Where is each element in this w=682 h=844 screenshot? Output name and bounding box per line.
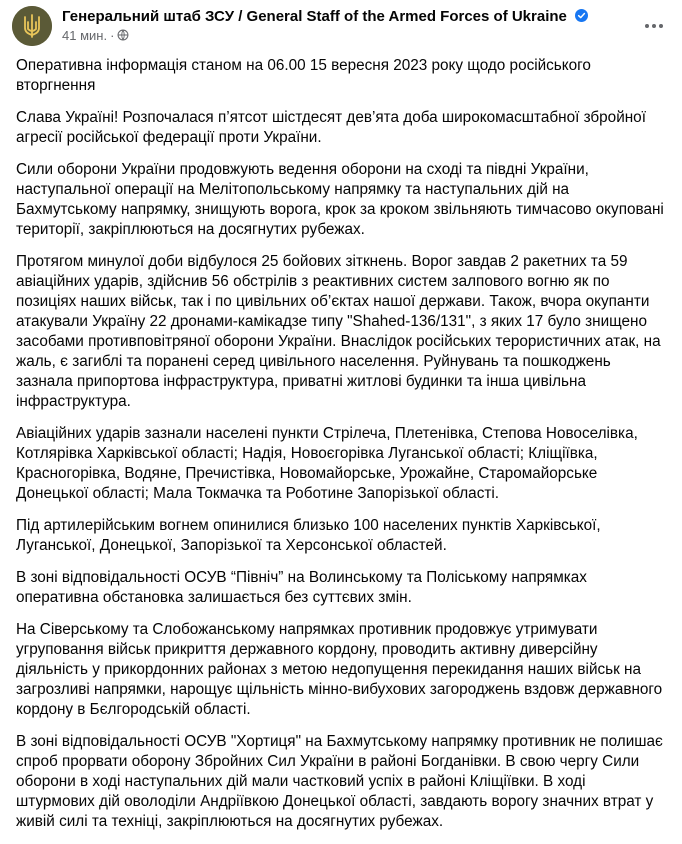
post-paragraph: В зоні відповідальності ОСУВ “Північ” на Волинському та Поліському напрямках оперативна обстановка залишається без суттєвих змін. [16,569,587,606]
post-paragraph: Протягом минулої доби відбулося 25 бойових зіткнень. Ворог завдав 2 ракетних та 59 авіаційних ударів, здійснив 56 обстрілів з реактивних систем залпового вогню як по позиціях наших військ, так і по цивільних об’єктах нашої держави. Також, вчора окупанти атакували Україну 22 дронами-камікадзе типу "Shahed-136/131", з яких 17 було знищено засобами противповітряної оборони України. Внаслідок російських терористичних атак, на жаль, є загиблі та поранені серед цивільного населення. Руйнувань та пошкоджень зазнала припортова інфраструктура, приватні житлові будинки та інша цивільна інфраструктура. [16,253,661,410]
post-paragraph: Під артилерійським вогнем опинилися близько 100 населених пунктів Харківської, Луганської, Донецької, Запорізької та Херсонської областей. [16,517,601,554]
globe-icon[interactable] [117,29,129,41]
page-name-link[interactable]: Генеральний штаб ЗСУ / General Staff of the Armed Forces of Ukraine [62,8,567,25]
trident-logo-icon [12,6,52,46]
page-avatar[interactable] [12,6,52,46]
post-paragraph: Сили оборони України продовжують ведення оборони на сході та півдні України, наступальної операції на Мелітопольському напрямку та наступальних дій на Бахмутському напрямку, знищують ворога, крок за кроком звільняють тимчасово окуповані території, закріплюються на досягнутих рубежах. [16,161,664,238]
post-timestamp[interactable]: 41 мин. [62,28,108,43]
post-paragraph: Оперативна інформація станом на 06.00 15 вересня 2023 року щодо російського вторгнення [16,57,591,94]
more-options-icon [638,10,670,42]
meta-separator: · [110,28,115,43]
post-header [12,4,670,50]
post-paragraph: Слава Україні! Розпочалася п’ятсот шістдесят дев’ята доба широкомасштабної збройної агресії російської федерації проти України. [16,109,646,146]
post-body [16,56,666,844]
post-paragraph: На Сіверському та Слобожанському напрямках противник продовжує утримувати угруповання військ прикриття державного кордону, проводить активну диверсійну діяльність у прикордонних районах з метою недопущення перекидання наших військ на загрозливі напрямки, нарощує щільність мінно-вибухових загороджень вздовж державного кордону в Бєлгородській області. [16,621,663,718]
more-options-button[interactable] [638,10,670,42]
post-meta [62,28,129,43]
post-paragraph: В зоні відповідальності ОСУВ "Хортиця" на Бахмутському напрямку противник не полишає спроб прорвати оборону Збройних Сил України в районі Богданівки. В свою чергу Сили оборони в ході наступальних дій мали частковий успіх в районі Кліщіївки. В ході штурмових дій оволоділи Андріївкою Донецької області, завдають ворогу значних втрат у живій силі та техніці, закріплюються на досягнутих рубежах. [16,733,663,830]
verified-badge-icon [575,9,588,22]
author-line [62,8,588,26]
post-paragraph: Авіаційних ударів зазнали населені пункти Стрілеча, Плетенівка, Степова Новоселівка, Котлярівка Харківської області; Надія, Новоєгорівка Луганської області; Кліщіївка, Красногорівка, Водяне, Пречистівка, Новомайорське, Урожайне, Старомайорське Донецької області; Мала Токмачка та Роботине Запорізької області. [16,425,638,502]
